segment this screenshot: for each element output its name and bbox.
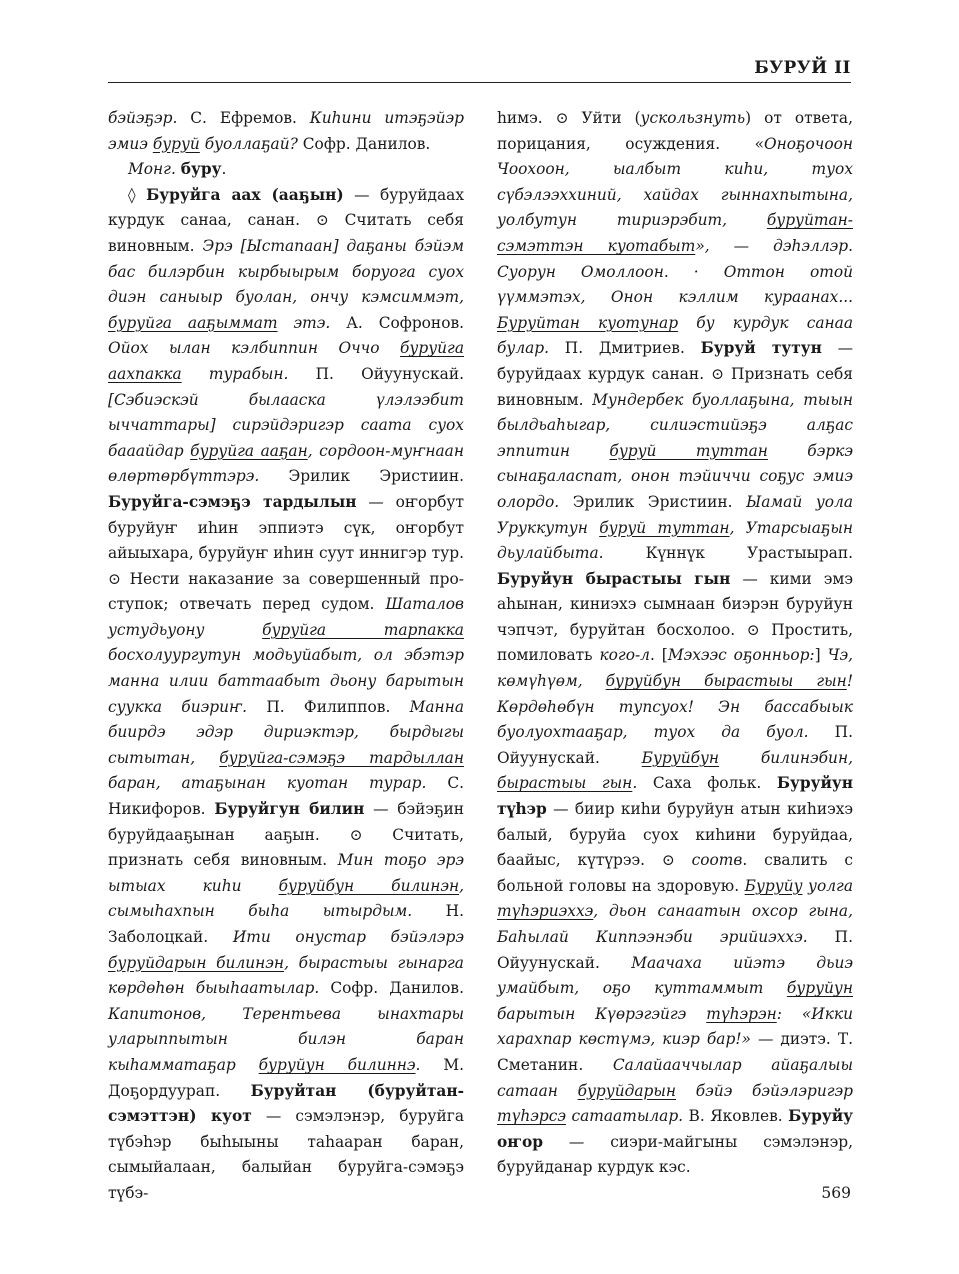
example-keyword: буруйун билиннэ: [258, 1055, 416, 1074]
example-text: , бырастыы гынарга көрдөһөн быыһаатылар.: [108, 953, 464, 998]
example-keyword: Буруйбун: [641, 748, 720, 767]
example-keyword: буруйбун бырастыы гын: [605, 672, 847, 691]
example-keyword: буруй: [152, 134, 200, 153]
left-column: [108, 106, 464, 1207]
example-text: ҕ: [144, 109, 154, 127]
headword: Буруйун бырастыы гын: [497, 569, 731, 588]
example-text: Эрэ [Ыстапаан] даҕаны бэйэм бас билэрбин кырбыырым боруога суох диэн саныыр буолан, ончу кэмсиммэт,: [108, 236, 464, 307]
headword: Буруйу оҥор: [497, 1107, 853, 1151]
headword: буру: [180, 160, 222, 179]
example-text: Киһини итэ: [309, 109, 418, 127]
example-keyword: буруй туттан: [609, 441, 768, 460]
example-text: .: [632, 774, 653, 793]
example-text: буолла: [199, 134, 262, 153]
headword: Буруйга аах (ааҕын): [146, 185, 344, 204]
example-keyword: түһэриэххэ: [497, 902, 594, 921]
example-keyword: буруй туттан: [599, 518, 730, 537]
example-text: [Сэбиэскэй былааска үлэлээбит ыччаттары] сирэйдэригэр саата суох бааайдар: [108, 390, 464, 460]
example-text: ! Көрдөһөбүн тупсуох! Эн бассабыык буолуохтааҕар, туох да буол.: [497, 672, 853, 742]
example-keyword: буруйдарын билинэн: [108, 953, 285, 972]
example-text: : «Икки харахпар көстүмэ, киэр бар!» —: [497, 1004, 853, 1049]
example-text: Капитонов, Терентьева ынахтары уларыппытын билэн баран кыһамматаҕар: [108, 1004, 464, 1074]
example-text: бэйэ: [108, 109, 145, 127]
example-text: эйэр эмиэ: [108, 109, 464, 153]
entry-paragraph: һимэ. ⊙ Уйти (ускользнуть) от ответа, порицания, осуждения. «Оноҕочоон Чоохоон, ыалбыт киһи, туох сүбэлээххиний, хайдах гыннахпытына, уолбутун тириэрэбит, буруйтан-сэмэттэн куотабыт», — дэһэллэр. Суорун Омоллоон. · Оттон отой үүммэтэх, Онон кэллим кураанах... Буруйтан куотунар бу курдук санаа булар. П. Дмитриев. Буруй тутун — буруйдаах курдук санан. ⊙ Признать себя виновным. Мундербек буоллаҕына, тыын былдьаһыгар, силиэстийэҕэ алҕас эппитин буруй туттан бэркэ сынаҕаласпат, онон тэйиччи соҕус эмиэ олордо. Эрилик Эристиин. Ыамай уола Уруккутун буруй туттан, Утарсыаҕын дьулайбыта. Күннүк Урастыырап. Буруйун бырастыы гын — кими эмэ аһынан, киниэхэ сымнаан биэрэн буруйун чэпчэт, буруйтан босхолоо. ⊙ Простить, помиловать кого-л. [Мэхээс оҕонньор:] Чэ, көмүһүөм, буруйбун бырастыы гын! Көрдөһөбүн тупсуох! Эн бассабыык буолуохтааҕар, туох да буол. П. Ойуунускай. Буруйбун билинэбин, бырастыы гын. Саха фольк. Буруйун түһэр — биир киһи буруйун атын киһиэхэ балый, буруйа суох киһини буруйдаа, баайыс, күтүрээ. ⊙ соотв. свалить с больной головы на здоровую. Буруйу уолга түһэриэххэ, дьон санаатын охсор гына, Баһылай Киппээнэби эрийиэххэ. П. Ойуунускай. Маачаха ийэтэ дьиэ умайбыт, оҕо куттаммыт буруйун барытын Күөрэгэйгэ түһэрэн: «Икки харахпар көстүмэ, киэр бар!» — диэтэ. Т. Сметанин. Салайааччылар айаҕалыы сатаан буруйдарын бэйэ бэйэлэригэр түһэрсэ сатаатылар. В. Яковлев. Буруйу оҥор — сиэри-майгыны сэмэлэнэр, буруйданар курдук кэс.: [497, 109, 854, 1177]
headword: Буруйтан (буруйтан-сэмэттэн) куот: [108, 1081, 464, 1126]
headword: Буруй тутун: [700, 339, 822, 358]
example-text: Мин тоҕо эрэ ытыах киһи: [108, 851, 464, 895]
headword: Буруйгун билин: [214, 800, 365, 819]
example-text: Ити онустар бэйэлэрэ: [232, 928, 464, 946]
entry-paragraph: бэйэҕэр. С. Ефремов. Киһини итэҕэйэр эмиэ буруй буоллаҕай? Софр. Данилов.: [108, 109, 464, 153]
example-text: босхолуургутун модьуйабыт, ол эбэтэр манна илии баттаабыт дьону барытын сууккa биэриҥ.: [108, 646, 464, 716]
example-text: ай?: [270, 134, 303, 153]
example-text: Шаталов устудьуону: [108, 595, 464, 639]
example-text: билинэбин,: [719, 748, 853, 767]
headword: Буруйун түһэр: [497, 774, 853, 819]
example-text: эр.: [154, 109, 191, 127]
example-keyword: буруйун: [786, 979, 853, 998]
example-keyword: бырастыы гын: [497, 774, 633, 793]
example-text: барытын Күөрэгэйгэ: [497, 1004, 707, 1023]
example-text: Ыамай уола Уруккутун: [497, 492, 853, 537]
example-keyword: буруйдарын: [577, 1081, 677, 1100]
page-number: 569: [821, 1184, 851, 1202]
example-text: этэ.: [277, 313, 347, 332]
example-text: Ойох ылан кэлбиппин Оччо: [108, 339, 401, 358]
example-keyword: буруйга ааҕыммат: [108, 313, 278, 332]
example-keyword: түһэрсэ: [497, 1107, 567, 1126]
example-text: Чэ, көмүһүөм,: [497, 646, 853, 691]
example-text: , сордоон-муҥнаан өлөртөрбүттэрэ.: [108, 441, 464, 486]
example-text: ҕ: [417, 109, 427, 127]
example-text: , сымыһахпын быһа ытырдым.: [108, 876, 465, 921]
example-text: Маачаха ийэтэ дьиэ умайбыт, оҕо куттаммыт: [497, 953, 853, 998]
example-keyword: буруйга тарпакка: [262, 620, 464, 639]
example-text: Оттон отой үүммэтэх, Онон кэллим кураанах...: [497, 262, 854, 307]
example-text: Монг.: [128, 160, 181, 179]
example-text: уолга: [802, 876, 853, 895]
example-text: , дьон санаатын охсор гына, Баһылай Киппээнэби эрийиэххэ.: [497, 902, 853, 946]
right-column: [497, 106, 853, 1181]
example-keyword: буруйга-сэмэҕэ тардыллан: [219, 748, 464, 767]
example-text: бэйэ бэйэлэригэр: [676, 1081, 853, 1100]
entry-paragraph: ◊ Буруйга аах (ааҕын) — буруйдаах курдук санаа, санан. ⊙ Считать себя виновным. Эрэ [Ыстапаан] даҕаны бэйэм бас билэрбин кырбыырым боруога суох диэн саныыр буолан, ончу кэмсиммэт, буруйга ааҕыммат этэ. А. Софронов. Ойох ылан кэлбиппин Оччо буруйга аахпакка турабын. П. Ойуунускай. [Сэбиэскэй былааска үлэлээбит ыччаттары] сирэйдэригэр саата суох бааайдар буруйга ааҕан, сордоон-муҥнаан өлөртөрбүттэрэ. Эрилик Эристиин. Буруйга-сэмэҕэ тардылын — оҥорбут буруйуҥ иһин эппиэтэ сүк, оҥорбут айыыхара, буруйуҥ иһин суут иннигэр тур. ⊙ Нести наказание за совершенный проступок; отвечать перед судом. Шаталов устудьуону буруйга тарпакка босхолуургутун модьуйабыт, ол эбэтэр манна илии баттаабыт дьону барытын сууккa биэриҥ. П. Филиппов. Манна биирдэ эдэр дириэктэр, бырдыгы сытытан, буруйга-сэмэҕэ тардыллан баран, атаҕынан куотан турар. С. Никифоров. Буруйгун билин — бэйэҕин буруйдааҕынан ааҕын. ⊙ Считать, признать себя виновным. Мин тоҕо эрэ ытыах киһи буруйбун билинэн, сымыһахпын быһа ытырдым. Н. Заболоцкай. Ити онустар бэйэлэрэ буруйдарын билинэн, бырастыы гынарга көрдөһөн быыһаатылар. Софр. Данилов. Капитонов, Терентьева ынахтары уларыппытын билэн баран кыһамматаҕар буруйун билиннэ. М. Доҕордуурап. Буруйтан (буруйтан-сэмэттэн) куот — сэмэлэнэр, буруйга түбэһэр быһыыны таһааран баран, сымыйалаан, балыйан буруйга-сэмэҕэ түбэ-: [108, 185, 465, 1202]
example-keyword: Буруйу: [744, 876, 803, 895]
example-text: бэркэ сынаҕаласпат, онон тэйиччи соҕус эмиэ олордо.: [497, 441, 853, 511]
example-text: соотв: [691, 851, 743, 870]
example-text: бу курдук санаа булар.: [497, 313, 853, 358]
example-text: кого-л: [599, 646, 650, 665]
example-text: , Утарсыаҕын дьулайбыта.: [497, 518, 853, 563]
example-keyword: Буруйтан куотунар: [497, 313, 679, 332]
example-keyword: буруйга аахпакка: [108, 339, 464, 383]
example-text: ҕ: [261, 134, 271, 153]
example-text: Манна биирдэ эдэр дириэктэр, бырдыгы сытытан,: [108, 697, 464, 767]
example-keyword: түһэрэн: [706, 1004, 777, 1023]
example-keyword: буруйбун билинэн: [278, 876, 460, 895]
headword: Буруйга-сэмэҕэ тардылын: [108, 492, 357, 511]
example-text: Салайааччылар айаҕалыы сатаан: [497, 1055, 853, 1100]
example-keyword: буруйтан-сэмэттэн куотабыт: [497, 211, 853, 255]
example-text: баран, атаҕынан куотан турар.: [108, 774, 448, 793]
example-text: », —: [695, 236, 774, 255]
example-text: ускользнуть: [640, 109, 746, 127]
example-text: .: [415, 1055, 444, 1074]
example-text: сатаатылар.: [566, 1107, 689, 1126]
example-keyword: буруйга ааҕан: [190, 441, 308, 460]
example-text: дэһэллэр. Суорун Омоллоон. ·: [497, 236, 854, 281]
example-text: Мундербек буоллаҕына, тыын былдьаһыгар, силиэстийэҕэ алҕас эппитин: [497, 390, 853, 460]
example-text: турабын.: [181, 364, 316, 383]
example-text: Мэхээс оҕонньор:: [667, 646, 815, 665]
running-header: [108, 56, 851, 83]
example-text: Оноҕочоон Чоохоон, ыалбыт киһи, туох сүбэлээххиний, хайдах гыннахпытына, уолбутун тириэрэбит,: [497, 134, 853, 230]
header-title: БУРУЙ II: [754, 58, 851, 78]
etymology-paragraph: Монг. буру.: [128, 160, 227, 179]
